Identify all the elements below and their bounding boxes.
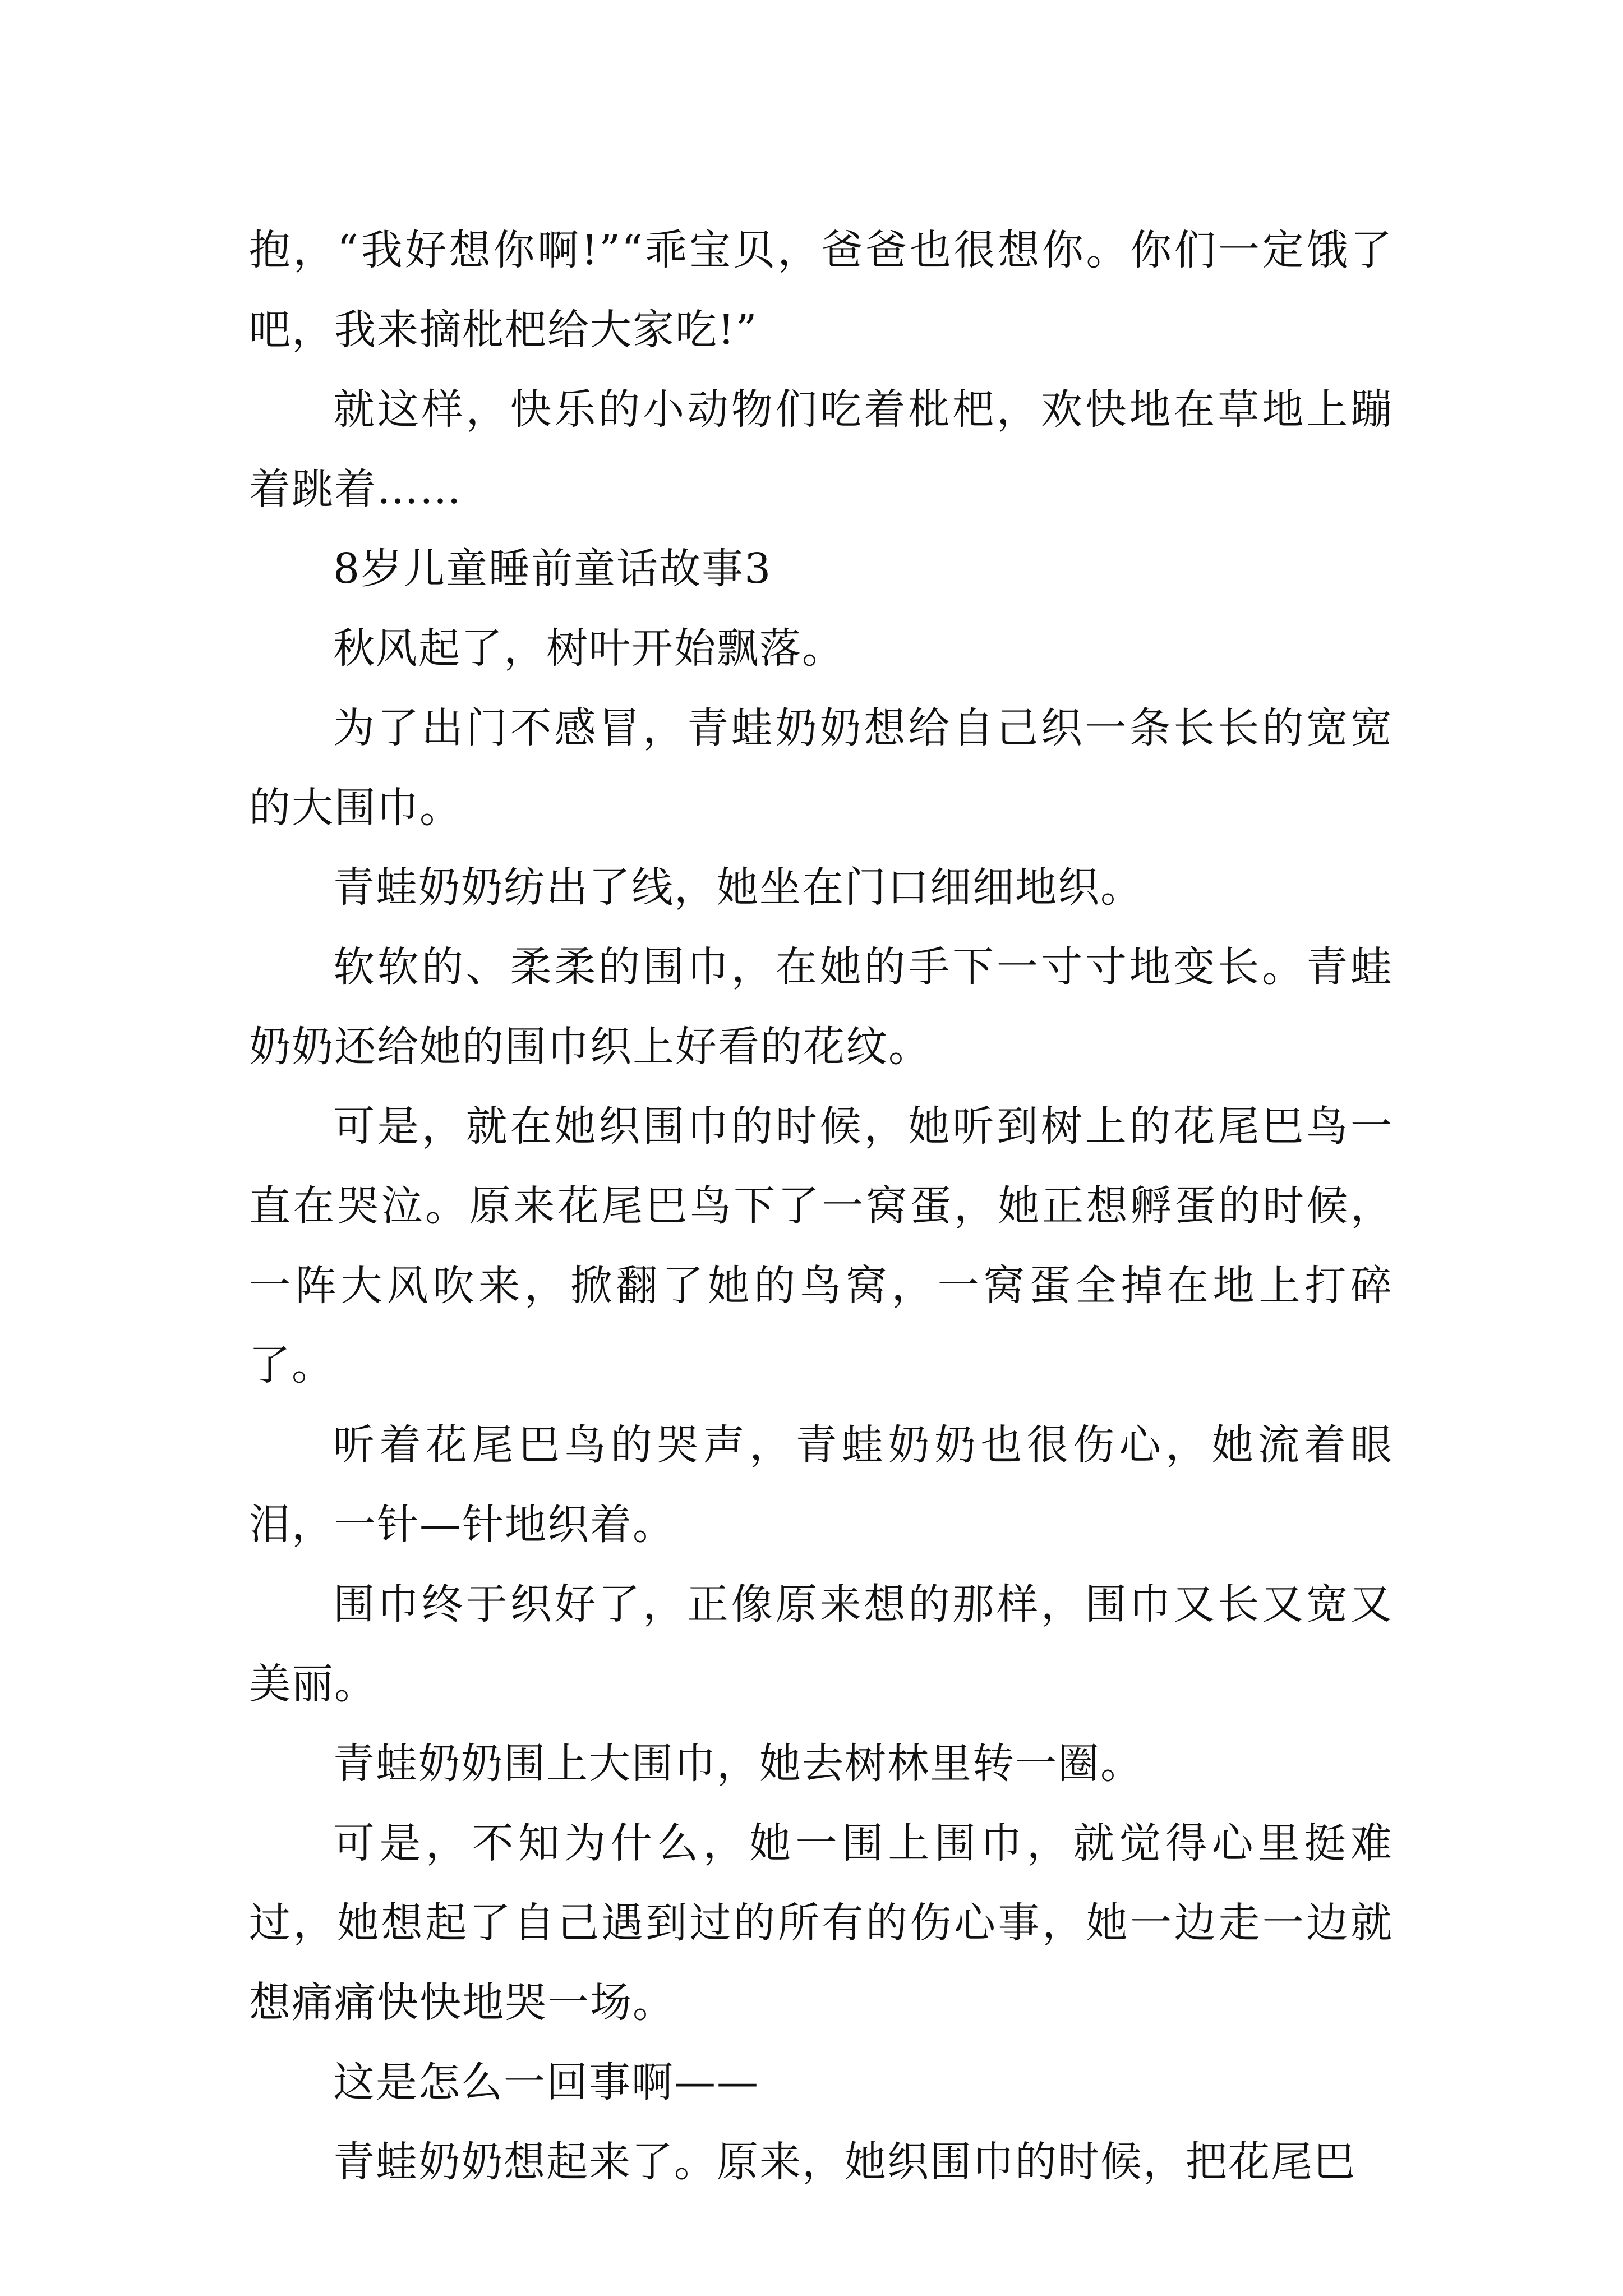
paragraph-2: 就这样，快乐的小动物们吃着枇杷，欢快地在草地上蹦着跳着……: [249, 385, 1393, 513]
paragraph-9: 围巾终于织好了，正像原来想的那样，围巾又长又宽又美丽。: [249, 1580, 1393, 1708]
paragraph-7: 可是，就在她织围巾的时候，她听到树上的花尾巴鸟一直在哭泣。原来花尾巴鸟下了一窝蛋，她正想孵蛋的时候，一阵大风吹来，掀翻了她的鸟窝，一窝蛋全掉在地上打碎了。: [249, 1102, 1393, 1389]
paragraph-4: 为了出门不感冒，青蛙奶奶想给自己织一条长长的宽宽的大围巾。: [249, 704, 1393, 832]
paragraph-12: 这是怎么一回事啊——: [333, 2058, 759, 2106]
paragraph-10: 青蛙奶奶围上大围巾，她去树林里转一圈。: [333, 1740, 1143, 1788]
paragraph-1: 抱，“我好想你啊!”“乖宝贝，爸爸也很想你。你们一定饿了吧，我来摘枇杷给大家吃!”: [249, 226, 1393, 354]
paragraph-11: 可是，不知为什么，她一围上围巾，就觉得心里挺难过，她想起了自己遇到过的所有的伤心事，她一边走一边就想痛痛快快地哭一场。: [249, 1819, 1393, 2027]
paragraph-8: 听着花尾巴鸟的哭声，青蛙奶奶也很伤心，她流着眼泪，一针—针地织着。: [249, 1421, 1393, 1549]
paragraph-13: 青蛙奶奶想起来了。原来，她织围巾的时候，把花尾巴: [333, 2138, 1356, 2186]
paragraph-5: 青蛙奶奶纺出了线，她坐在门口细细地织。: [333, 863, 1143, 912]
paragraph-3: 秋风起了，树叶开始飘落。: [333, 624, 845, 673]
document-body: [249, 210, 1393, 2202]
story-heading: 8岁儿童睡前童话故事3: [333, 545, 772, 593]
paragraph-6: 软软的、柔柔的围巾，在她的手下一寸寸地变长。青蛙奶奶还给她的围巾织上好看的花纹。: [249, 943, 1393, 1071]
